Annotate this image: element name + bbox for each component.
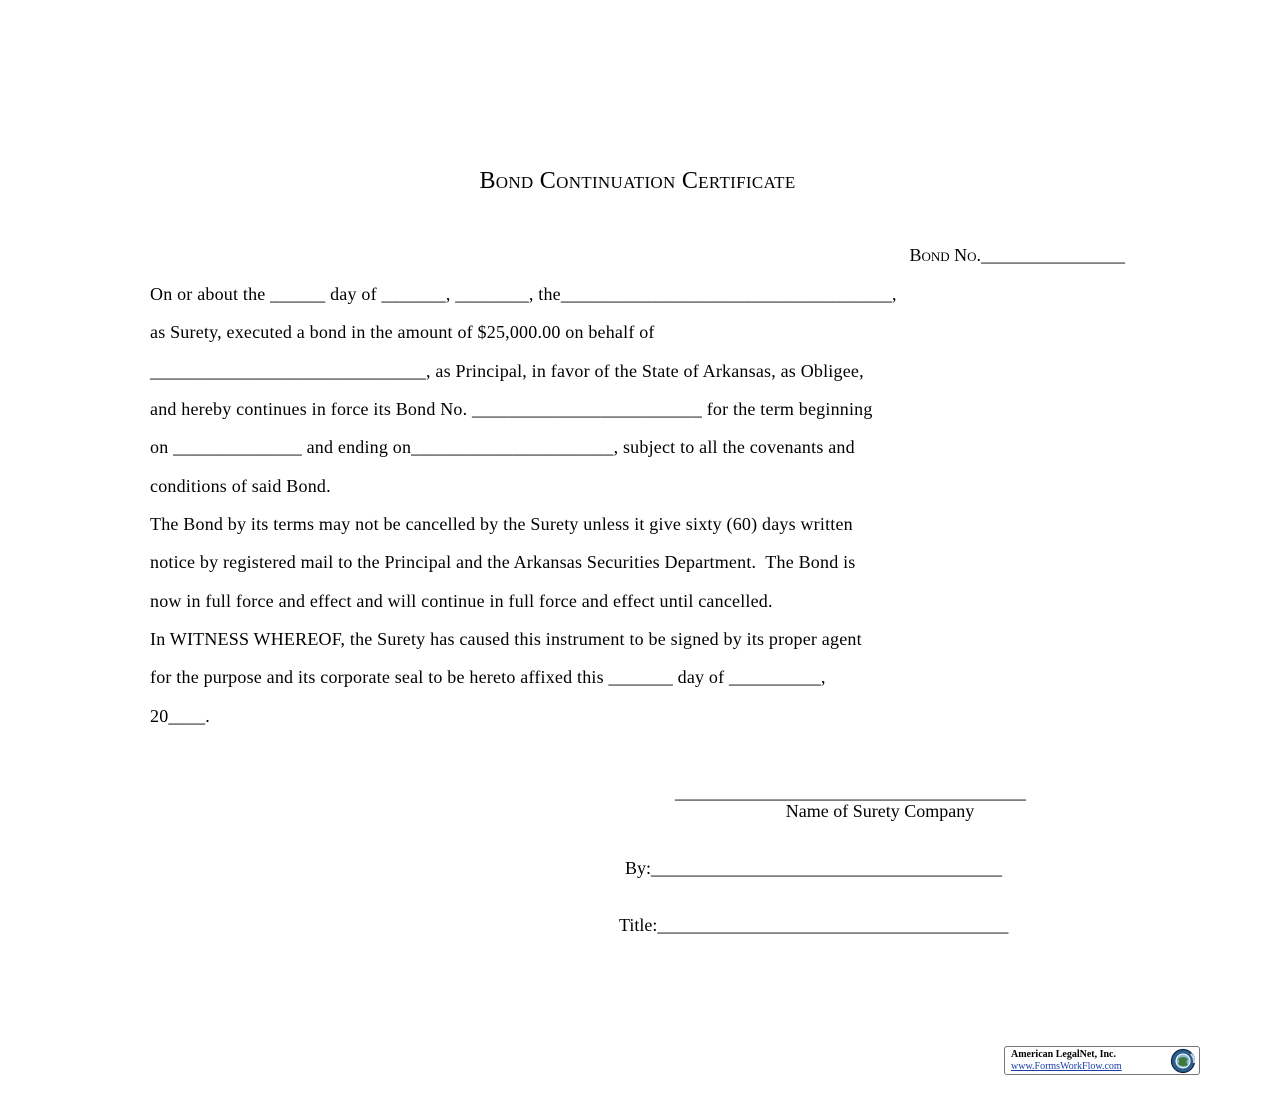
surety-signature-line: _______________________________________	[675, 782, 1026, 802]
body-line: On or about the ______ day of _______, ________, the____________________________________,	[150, 284, 897, 304]
body-line: for the purpose and its corporate seal to be hereto affixed this _______ day of __________,	[150, 667, 826, 687]
surety-company-label: Name of Surety Company	[785, 801, 975, 821]
body-line: ______________________________, as Principal, in favor of the State of Arkansas, as Obligee,	[150, 361, 864, 381]
body-line: on ______________ and ending on______________________, subject to all the covenants and	[150, 437, 855, 457]
body-line: notice by registered mail to the Principal and the Arkansas Securities Department. The Bond is	[150, 552, 856, 572]
body-line: The Bond by its terms may not be cancelled by the Surety unless it give sixty (60) days written	[150, 514, 853, 534]
body-line: conditions of said Bond.	[150, 476, 331, 496]
body-line: 20____.	[150, 706, 210, 726]
body-line: as Surety, executed a bond in the amount of $25,000.00 on behalf of	[150, 322, 655, 342]
body-line: In WITNESS WHEREOF, the Surety has caused this instrument to be signed by its proper agent	[150, 629, 862, 649]
footer-company: American LegalNet, Inc.	[1011, 1049, 1116, 1060]
globe-icon	[1170, 1048, 1196, 1074]
by-signature-line: By:_______________________________________	[625, 858, 1003, 878]
body-line: now in full force and effect and will continue in full force and effect until cancelled.	[150, 591, 773, 611]
body-line: and hereby continues in force its Bond No. _________________________ for the term beginning	[150, 399, 873, 419]
document-title: Bond Continuation Certificate	[479, 168, 796, 194]
footer-url-link[interactable]: www.FormsWorkFlow.com	[1011, 1061, 1122, 1072]
bond-number-field: Bond No.________________	[909, 245, 1125, 265]
title-signature-line: Title:_______________________________________	[619, 915, 1009, 935]
footer-badge[interactable]	[1004, 1046, 1200, 1075]
